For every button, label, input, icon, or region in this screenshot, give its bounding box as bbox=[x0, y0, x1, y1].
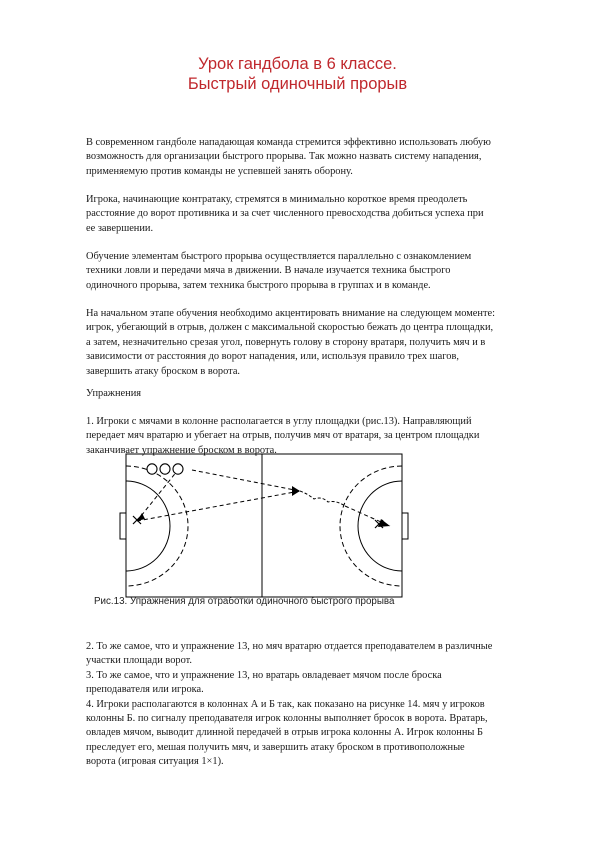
title-line-2: Быстрый одиночный прорыв bbox=[187, 75, 408, 93]
text-line: колонны Б. по сигналу преподавателя игрок колонны выполняет бросок в ворота. Вратарь, bbox=[86, 713, 488, 725]
text-line: заканчивает упражнение броском в ворота. bbox=[86, 444, 277, 456]
player-circle-icon bbox=[147, 464, 157, 474]
player-circle-icon bbox=[160, 464, 170, 474]
dribble-path bbox=[300, 491, 345, 506]
text-line: преподавателя или игрока. bbox=[86, 684, 204, 696]
left-free-throw-line bbox=[126, 466, 188, 586]
left-goal bbox=[120, 513, 126, 539]
text-line: ее завершении. bbox=[86, 222, 154, 234]
text-line: завершить атаку броском в ворота. bbox=[86, 365, 241, 377]
text-line: техники ловли и передачи мяча в движении. В начале изучается техника быстрого bbox=[86, 265, 451, 277]
text-line: участки площади ворот. bbox=[86, 655, 193, 667]
text-line: зависимости от расстояния до ворот нападения, или, используя правило трех шагов, bbox=[86, 351, 459, 363]
text-line: преследует его, мешая получить мяч, и завершить атаку броском в противоположные bbox=[86, 741, 465, 753]
text-line: овладев мячом, выводит длинной передачей в отрыв игрока колонны А. Игрок колонны Б bbox=[86, 727, 483, 739]
arrow-head-icon bbox=[137, 513, 145, 521]
text-line: 1. Игроки с мячами в колонне располагается в углу площадки (рис.13). Направляющий bbox=[86, 416, 472, 427]
right-goal bbox=[402, 513, 408, 539]
text-line: применяемую против команды не успевшей занять оборону. bbox=[86, 165, 353, 177]
text-line: одиночного прорыва, затем техника быстрого прорыва в группах и в команде. bbox=[86, 279, 431, 291]
arrow-head-icon bbox=[292, 486, 300, 496]
title-line-1: Урок гандбола в 6 классе. bbox=[198, 55, 397, 73]
text-line: 3. То же самое, что и упражнение 13, но вратарь овладевает мячом после броска bbox=[86, 669, 442, 681]
right-free-throw-line bbox=[340, 466, 402, 586]
paragraph-exercises-2-4 bbox=[86, 640, 540, 770]
court-boundary bbox=[126, 454, 402, 597]
text-line: В современном гандболе нападающая команда стремится эффективно использовать любую bbox=[86, 137, 491, 148]
pass-path-return bbox=[137, 491, 300, 521]
figure-caption: Рис.13. Упражнения для отработки одиночного быстрого прорыва bbox=[94, 596, 395, 607]
pass-path-forward bbox=[192, 470, 300, 491]
text-line: Обучение элементам быстрого прорыва осуществляется параллельно с ознакомлением bbox=[86, 251, 472, 262]
text-line: ворота (игровая ситуация 1×1). bbox=[86, 756, 224, 768]
pass-path-to-goalkeeper bbox=[137, 470, 178, 521]
text-line: На начальном этапе обучения необходимо акцентировать внимание на следующем моменте: bbox=[86, 308, 495, 319]
text-line: расстояние до ворот противника и за счет численного превосходства добиться успеха при bbox=[86, 208, 484, 220]
text-line: 4. Игроки располагаются в колоннах А и Б так, как показано на рисунке 14. мяч у игроков bbox=[86, 698, 485, 710]
text-line: передает мяч вратарю и убегает на отрыв, получив мяч от вратаря, за центром площадки bbox=[86, 430, 480, 442]
text-line: Игрока, начинающие контратаку, стремятся в минимально короткое время преодолеть bbox=[86, 194, 468, 205]
text-line: игрок, убегающий в отрыв, должен с максимальной скоростью бежать до центра площадки, bbox=[86, 322, 494, 334]
text-line: возможность для организации быстрого прорыва. Так можно назвать систему нападения, bbox=[86, 151, 482, 163]
text-line: Упражнения bbox=[86, 388, 142, 399]
player-circle-icon bbox=[173, 464, 183, 474]
text-line: 2. То же самое, что и упражнение 13, но мяч вратарю отдается преподавателем в различные bbox=[86, 641, 493, 652]
text-line: а затем, незначительно срезая угол, повернуть голову в сторону вратаря, получить мяч и в bbox=[86, 336, 486, 348]
left-goal-area-line bbox=[126, 481, 170, 571]
